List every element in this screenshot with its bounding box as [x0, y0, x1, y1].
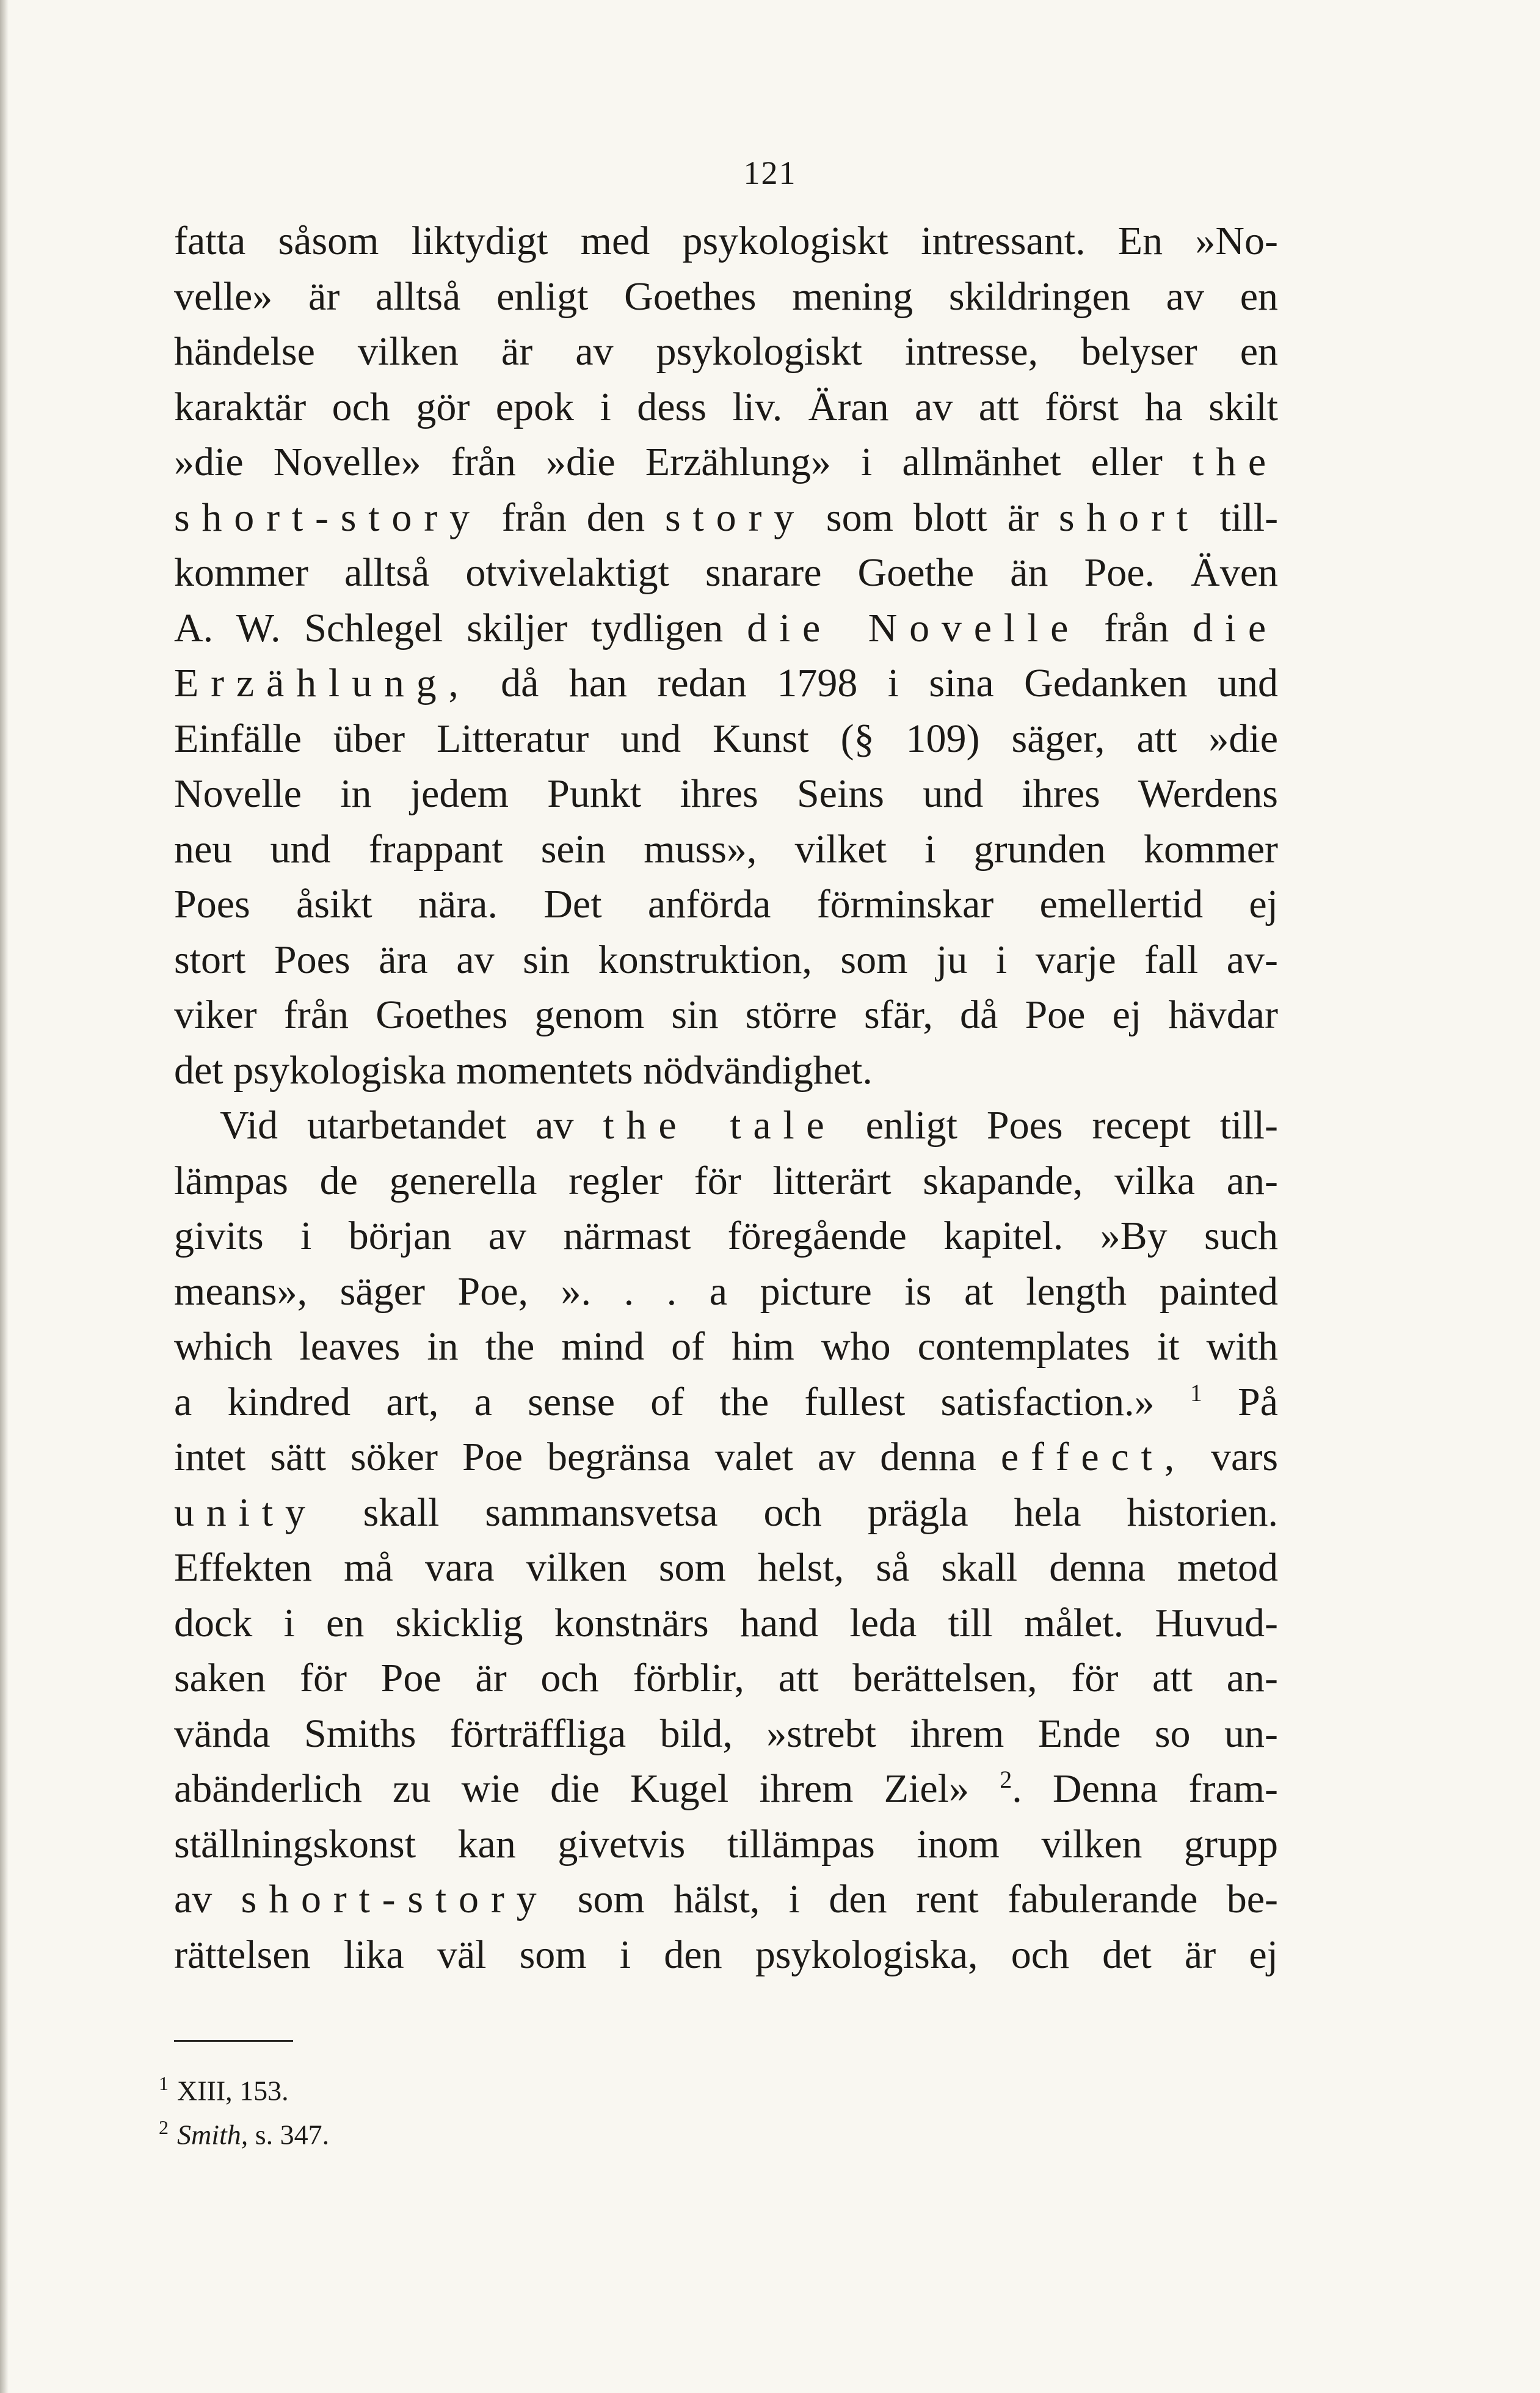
- text-line: Effekten må vara vilken som helst, så skall denna metod: [174, 1545, 1278, 1590]
- text-line: rättelsen lika väl som i den psykologiska, och det är ej: [174, 1932, 1278, 1977]
- text-line: [174, 1375, 1278, 1430]
- text-segment: som hälst, i den rent fabulerande be-: [577, 1877, 1279, 1921]
- text-segment: då han redan 1798 i sina Gedanken und: [501, 661, 1279, 705]
- text-segment: av: [174, 1877, 212, 1921]
- text-line: [174, 490, 1278, 546]
- text-line: stort Poes ära av sin konstruktion, som ju i varje fall av-: [174, 937, 1278, 982]
- spaced-emphasis: the: [1192, 440, 1278, 484]
- footnote-author: Smith,: [177, 2119, 249, 2151]
- text-line: means», säger Poe, ». . . a picture is at length painted: [174, 1269, 1278, 1314]
- text-line: viker från Goethes genom sin större sfär, då Poe ej hävdar: [174, 993, 1278, 1037]
- spaced-emphasis: short: [1058, 495, 1200, 540]
- text-segment: abänderlich zu wie die Kugel ihrem Ziel»: [174, 1766, 969, 1811]
- text-line: [174, 601, 1278, 657]
- text-line: det psykologiska momentets nödvändighet.: [174, 1047, 873, 1093]
- text-line: [174, 656, 1278, 712]
- text-line: kommer alltså otvivelaktigt snarare Goethe än Poe. Även: [174, 550, 1278, 595]
- text-line: fatta såsom liktydigt med psykologiskt intressant. En »No-: [174, 219, 1278, 263]
- text-segment: som blott är: [826, 495, 1039, 540]
- footnote-ref-2[interactable]: 2: [1000, 1766, 1012, 1793]
- spaced-emphasis: die Novelle: [747, 605, 1081, 650]
- spaced-emphasis: story: [665, 495, 806, 540]
- text-line: velle» är alltså enligt Goethes mening skildringen av en: [174, 274, 1278, 319]
- text-segment: På: [1238, 1379, 1279, 1424]
- text-line: karaktär och gör epok i dess liv. Äran av att först ha skilt: [174, 384, 1278, 429]
- footnote-divider: [174, 2040, 293, 2042]
- text-segment: enligt Poes recept till-: [865, 1103, 1279, 1148]
- text-line: [174, 1761, 1278, 1817]
- text-line: [174, 1430, 1278, 1485]
- footnote-mark: 1: [159, 2072, 169, 2094]
- text-line: [174, 1098, 1278, 1154]
- text-segment: Vid utarbetandet av: [220, 1103, 574, 1148]
- text-segment: »die Novelle» från »die Erzählung» i allmänhet eller: [174, 440, 1163, 484]
- footnote-text: s. 347.: [255, 2119, 330, 2151]
- text-line: neu und frappant sein muss», vilket i grunden kommer: [174, 826, 1278, 872]
- footnote-2: [159, 2105, 329, 2149]
- page-edge-shadow: [0, 0, 9, 2393]
- text-segment: intet sätt söker Poe begränsa valet av denna: [174, 1435, 976, 1479]
- body-text: [174, 214, 1278, 1983]
- footnote-1: [159, 2061, 329, 2105]
- spaced-emphasis: the tale: [603, 1103, 837, 1148]
- text-line: lämpas de generella regler för litterärt skapande, vilka an-: [174, 1158, 1278, 1203]
- text-segment: a kindred art, a sense of the fullest satisfaction.»: [174, 1379, 1155, 1424]
- text-line: vända Smiths förträffliga bild, »strebt ihrem Ende so un-: [174, 1711, 1278, 1756]
- text-segment: till-: [1219, 495, 1279, 540]
- spaced-emphasis: unity: [174, 1490, 318, 1535]
- text-segment: skall sammansvetsa och prägla hela historien.: [363, 1490, 1279, 1535]
- spaced-emphasis: short-story: [174, 495, 482, 540]
- footnote-mark: 2: [159, 2116, 169, 2138]
- text-line: saken för Poe är och förblir, att berättelsen, för att an-: [174, 1656, 1278, 1700]
- text-line: ställningskonst kan givetvis tillämpas inom vilken grupp: [174, 1821, 1278, 1867]
- spaced-emphasis: effect,: [1000, 1435, 1186, 1479]
- footnote-text: XIII, 153.: [177, 2075, 289, 2107]
- text-segment: A. W. Schlegel skiljer tydligen: [174, 605, 724, 650]
- text-line: Poes åsikt nära. Det anförda förminskar emellertid ej: [174, 882, 1278, 927]
- spaced-emphasis: die: [1192, 605, 1279, 650]
- text-line: Novelle in jedem Punkt ihres Seins und ihres Werdens: [174, 771, 1278, 816]
- footnote-ref-1[interactable]: 1: [1190, 1379, 1202, 1407]
- text-line: [174, 435, 1278, 490]
- page-number: 121: [743, 155, 797, 191]
- spaced-emphasis: Erzählung,: [174, 661, 471, 705]
- text-line: Einfälle über Litteratur und Kunst (§ 109) säger, att »die: [174, 716, 1278, 761]
- text-segment: . Denna fram-: [1012, 1766, 1278, 1811]
- footnotes: [159, 2061, 329, 2149]
- text-line: [174, 1872, 1278, 1928]
- text-line: which leaves in the mind of him who contemplates it with: [174, 1324, 1278, 1369]
- text-line: [174, 1485, 1278, 1541]
- text-line: dock i en skicklig konstnärs hand leda till målet. Huvud-: [174, 1600, 1278, 1645]
- text-segment: från den: [501, 495, 645, 540]
- text-segment: från: [1103, 605, 1169, 650]
- text-line: givits i början av närmast föregående kapitel. »By such: [174, 1214, 1278, 1258]
- text-line: händelse vilken är av psykologiskt intresse, belyser en: [174, 329, 1278, 374]
- text-segment: vars: [1211, 1435, 1279, 1479]
- spaced-emphasis: short-story: [241, 1877, 549, 1921]
